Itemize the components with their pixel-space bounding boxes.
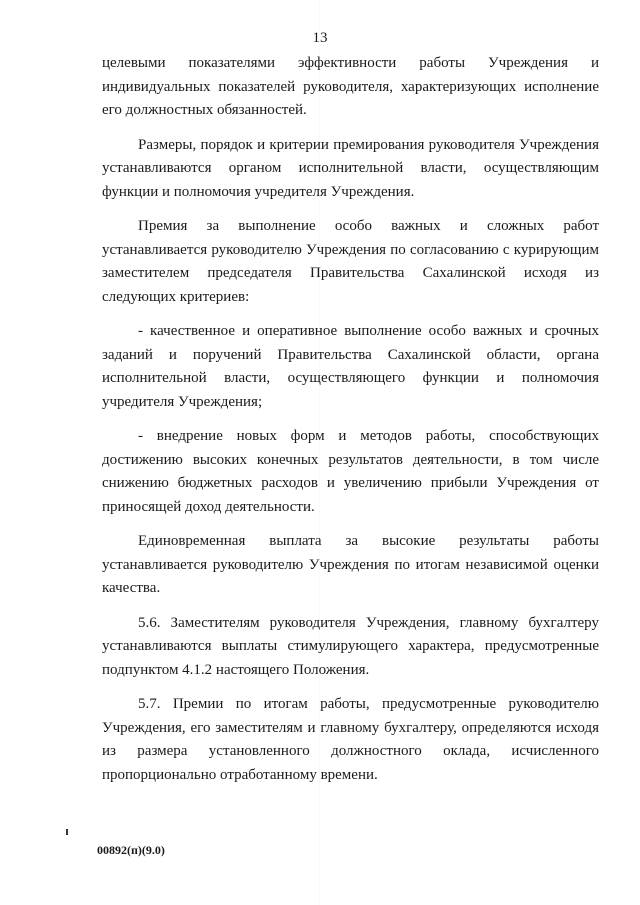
paragraph-special-work-premium: Премия за выполнение особо важных и сложных работ устанавливается руководителю Учреждения по согласованию с курирующим заместителем председателя Правительства Сахалинской исходя из следующих критериев: xyxy=(102,218,599,305)
paragraph-section-5-6: 5.6. Заместителям руководителя Учреждения, главному бухгалтеру устанавливаются выплаты стимулирующего характера, предусмотренные подпунктом 4.1.2 настоящего Положения. xyxy=(102,614,599,678)
paragraph-one-time-payment: Единовременная выплата за высокие результаты работы устанавливается руководителю Учреждения по итогам независимой оценки качества. xyxy=(102,533,599,596)
scan-mark xyxy=(66,829,68,835)
page-number: 13 xyxy=(312,30,328,46)
document-body xyxy=(102,52,599,798)
list-item-new-methods: - внедрение новых форм и методов работы, способствующих достижению высоких конечных результатов деятельности, в том числе снижению бюджетных расходов и увеличению прибыли Учреждения от приносящей доход деятельности. xyxy=(102,428,599,515)
footer-document-code: 00892(п)(9.0) xyxy=(97,843,165,857)
paragraph-continuation: целевыми показателями эффективности работы Учреждения и индивидуальных показателей руководителя, характеризующих исполнение его должностных обязанностей. xyxy=(102,55,599,118)
paragraph-section-5-7: 5.7. Премии по итогам работы, предусмотренные руководителю Учреждения, его заместителям и главному бухгалтеру, определяются исходя из размера установленного должностного оклада, исчисленного пропорционально отработанному времени. xyxy=(102,696,599,783)
list-item-quality-execution: - качественное и оперативное выполнение особо важных и срочных заданий и поручений Правительства Сахалинской области, органа исполнительной власти, осуществляющего функции и полномочия учредителя Учреждения; xyxy=(102,323,599,410)
paragraph-premium-criteria: Размеры, порядок и критерии премирования руководителя Учреждения устанавливаются органом исполнительной власти, осуществляющим функции и полномочия учредителя Учреждения. xyxy=(102,136,599,200)
